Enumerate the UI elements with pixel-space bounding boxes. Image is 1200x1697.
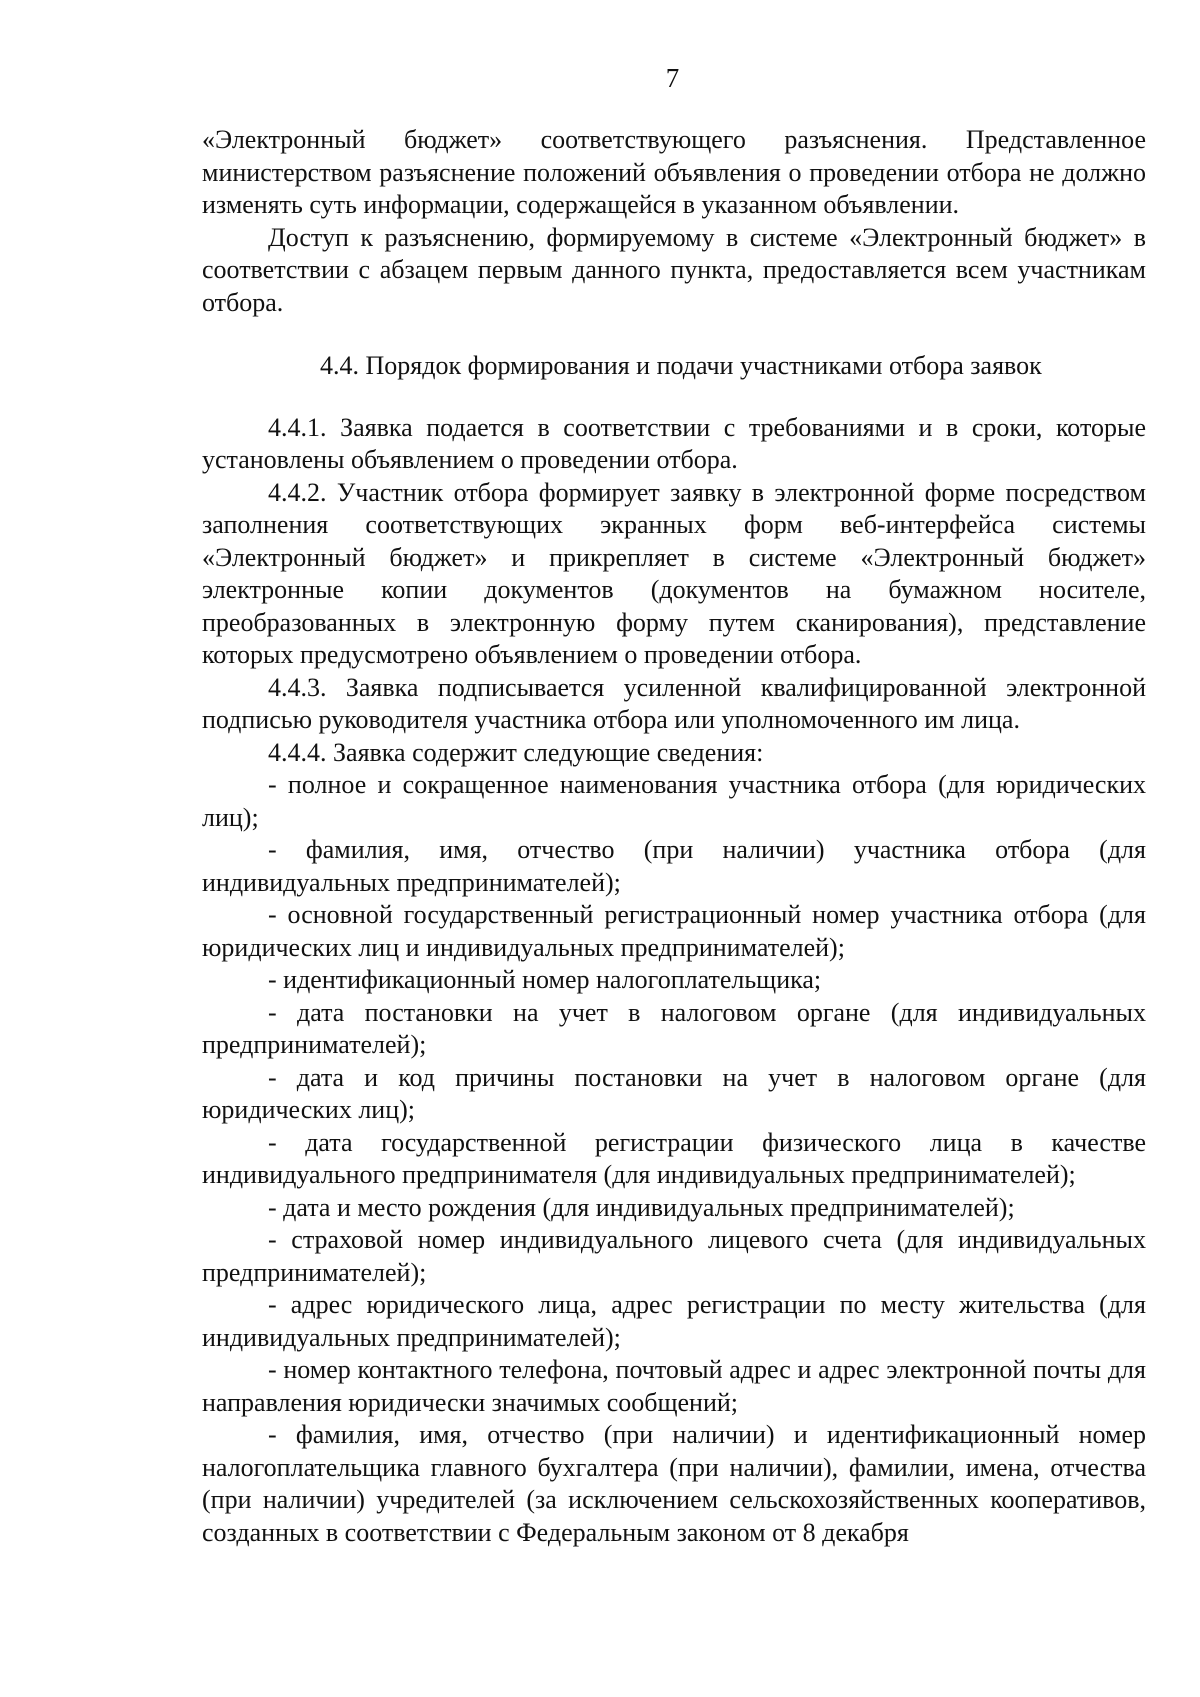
document-body	[202, 124, 1146, 1549]
list-item: - фамилия, имя, отчество (при наличии) и идентификационный номер налогоплательщика главного бухгалтера (при наличии), фамилии, имена, отчества (при наличии) учредителей (за исключением сельскохозяйственных кооперативов, созданных в соответствии с Федеральным законом от 8 декабря	[202, 1420, 1146, 1547]
list-item: - дата постановки на учет в налоговом органе (для индивидуальных предпринимателей);	[202, 997, 1146, 1059]
list-item: - адрес юридического лица, адрес регистрации по месту жительства (для индивидуальных предпринимателей);	[202, 1290, 1146, 1352]
clause-4-4-4: 4.4.4. Заявка содержит следующие сведения:	[268, 737, 764, 767]
list-item: - номер контактного телефона, почтовый адрес и адрес электронной почты для направления юридически значимых сообщений;	[202, 1355, 1146, 1417]
list-item: - дата государственной регистрации физического лица в качестве индивидуального предпринимателя (для индивидуальных предпринимателей);	[202, 1127, 1146, 1189]
clause-4-4-2: 4.4.2. Участник отбора формирует заявку в электронной форме посредством заполнения соответствующих экранных форм веб-интерфейса системы «Электронный бюджет» и прикрепляет в системе «Электронный бюджет» электронные копии документов (документов на бумажном носителе, преобразованных в электронную форму путем сканирования), представление которых предусмотрено объявлением о проведении отбора.	[202, 477, 1146, 669]
clause-4-4-1: 4.4.1. Заявка подается в соответствии с требованиями и в сроки, которые установлены объявлением о проведении отбора.	[202, 412, 1146, 474]
clause-4-4-3: 4.4.3. Заявка подписывается усиленной квалифицированной электронной подписью руководителя участника отбора или уполномоченного им лица.	[202, 672, 1146, 734]
page-number: 7	[665, 63, 680, 93]
list-item: - дата и код причины постановки на учет в налоговом органе (для юридических лиц);	[202, 1062, 1146, 1124]
list-item: - основной государственный регистрационный номер участника отбора (для юридических лиц и индивидуальных предпринимателей);	[202, 900, 1146, 962]
list-item: - полное и сокращенное наименования участника отбора (для юридических лиц);	[202, 770, 1146, 832]
list-item: - страховой номер индивидуального лицевого счета (для индивидуальных предпринимателей);	[202, 1225, 1146, 1287]
list-item: - идентификационный номер налогоплательщика;	[268, 965, 822, 994]
section-heading: 4.4. Порядок формирования и подачи участниками отбора заявок	[320, 351, 1042, 380]
paragraph-continuation: «Электронный бюджет» соответствующего разъяснения. Представленное министерством разъяснение положений объявления о проведении отбора не должно изменять суть информации, содержащейся в указанном объявлении.	[202, 125, 1146, 219]
paragraph-access: Доступ к разъяснению, формируемому в системе «Электронный бюджет» в соответствии с абзацем первым данного пункта, предоставляется всем участникам отбора.	[202, 222, 1146, 317]
list-item: - дата и место рождения (для индивидуальных предпринимателей);	[268, 1192, 1015, 1222]
list-item: - фамилия, имя, отчество (при наличии) участника отбора (для индивидуальных предпринимателей);	[202, 835, 1146, 897]
